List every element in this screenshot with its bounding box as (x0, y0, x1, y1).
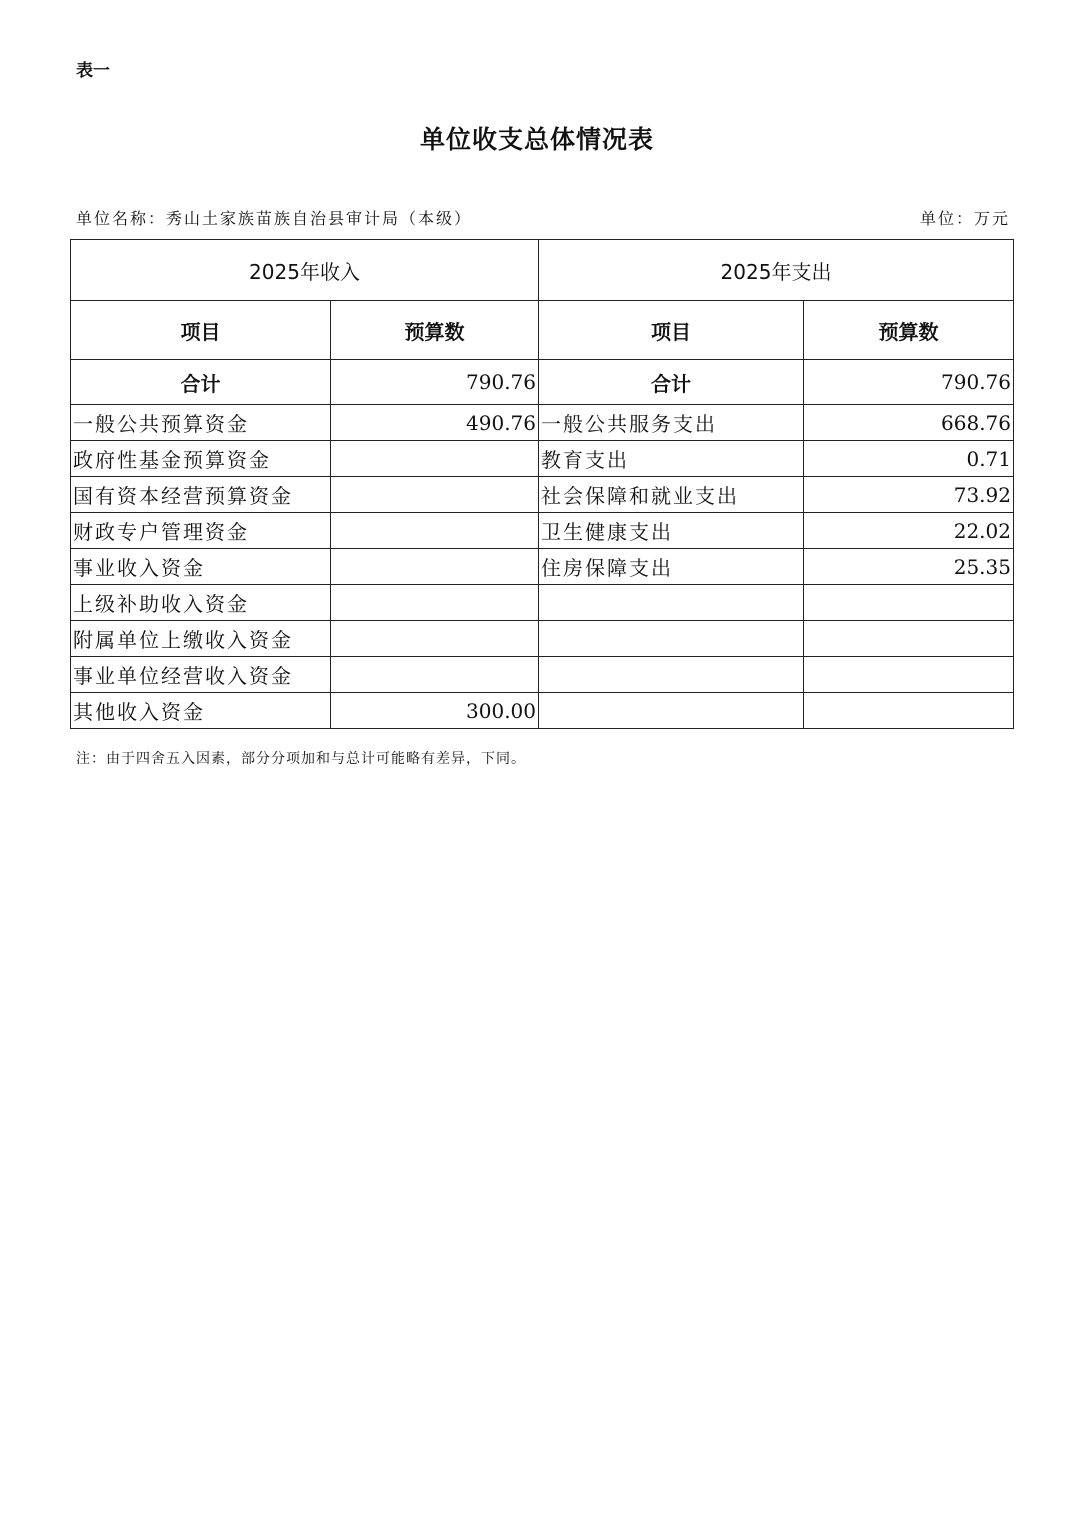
income-value-cell: 490.76 (331, 405, 539, 441)
income-value-cell (331, 477, 539, 513)
expense-value-cell (804, 693, 1014, 729)
income-item-cell: 事业单位经营收入资金 (71, 657, 331, 693)
expense-value-cell: 73.92 (804, 477, 1014, 513)
income-total-label: 合计 (71, 360, 331, 405)
table-row (71, 441, 1014, 477)
expense-value-cell: 668.76 (804, 405, 1014, 441)
income-value-cell (331, 441, 539, 477)
expense-item-cell (539, 585, 804, 621)
total-row (71, 360, 1014, 405)
expense-header: 2025年支出 (539, 240, 1014, 301)
section-header-row (71, 240, 1014, 301)
budget-table (70, 239, 1014, 729)
expense-value-cell: 22.02 (804, 513, 1014, 549)
table-label: 表一 (76, 61, 110, 81)
income-header: 2025年收入 (71, 240, 539, 301)
income-value-cell: 300.00 (331, 693, 539, 729)
table-row (71, 405, 1014, 441)
expense-value-cell (804, 621, 1014, 657)
expense-item-cell (539, 621, 804, 657)
expense-item-cell: 卫生健康支出 (539, 513, 804, 549)
table-row (71, 657, 1014, 693)
expense-value-cell: 0.71 (804, 441, 1014, 477)
footnote: 注：由于四舍五入因素，部分分项加和与总计可能略有差异，下同。 (76, 751, 526, 767)
table-row (71, 549, 1014, 585)
income-item-cell: 一般公共预算资金 (71, 405, 331, 441)
income-item-cell: 其他收入资金 (71, 693, 331, 729)
income-budget-col-header: 预算数 (331, 301, 539, 360)
expense-item-cell: 一般公共服务支出 (539, 405, 804, 441)
unit-label: 单位：万元 (919, 209, 1010, 228)
expense-item-cell (539, 657, 804, 693)
table-row (71, 513, 1014, 549)
expense-value-cell (804, 585, 1014, 621)
expense-item-cell (539, 693, 804, 729)
expense-item-cell: 社会保障和就业支出 (539, 477, 804, 513)
income-value-cell (331, 657, 539, 693)
income-value-cell (331, 621, 539, 657)
unit-name-label: 单位名称：秀山土家族苗族自治县审计局（本级） (76, 209, 473, 228)
income-item-cell: 财政专户管理资金 (71, 513, 331, 549)
table-row (71, 693, 1014, 729)
column-header-row (71, 301, 1014, 360)
table-row (71, 477, 1014, 513)
income-item-col-header: 项目 (71, 301, 331, 360)
meta-row (76, 206, 1010, 229)
expense-total-value: 790.76 (804, 360, 1014, 405)
income-value-cell (331, 585, 539, 621)
income-value-cell (331, 513, 539, 549)
income-item-cell: 上级补助收入资金 (71, 585, 331, 621)
income-item-cell: 附属单位上缴收入资金 (71, 621, 331, 657)
expense-total-label: 合计 (539, 360, 804, 405)
income-value-cell (331, 549, 539, 585)
income-total-value: 790.76 (331, 360, 539, 405)
table-row (71, 621, 1014, 657)
expense-item-col-header: 项目 (539, 301, 804, 360)
table-row (71, 585, 1014, 621)
expense-budget-col-header: 预算数 (804, 301, 1014, 360)
income-item-cell: 国有资本经营预算资金 (71, 477, 331, 513)
expense-item-cell: 住房保障支出 (539, 549, 804, 585)
income-item-cell: 政府性基金预算资金 (71, 441, 331, 477)
expense-value-cell (804, 657, 1014, 693)
page-title: 单位收支总体情况表 (419, 125, 654, 154)
income-item-cell: 事业收入资金 (71, 549, 331, 585)
expense-item-cell: 教育支出 (539, 441, 804, 477)
expense-value-cell: 25.35 (804, 549, 1014, 585)
